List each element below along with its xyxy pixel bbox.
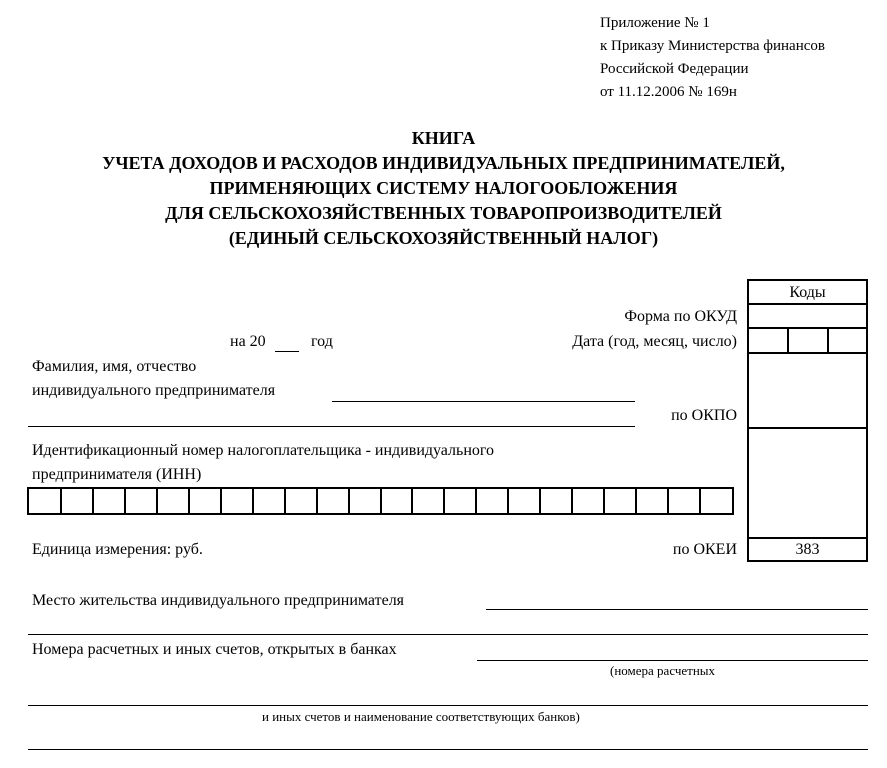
inn-digit-cell[interactable] [348, 489, 350, 513]
residence-label: Место жительства индивидуального предпринимателя [32, 592, 405, 609]
inn-label-line-1: Идентификационный номер налогоплательщика - индивидуального [32, 442, 495, 459]
accounts-field-2[interactable] [28, 705, 868, 706]
inn-digit-cell[interactable] [60, 489, 62, 513]
year-prefix: на 20 [230, 333, 266, 350]
appendix-line-1: Приложение № 1 [600, 15, 710, 31]
inn-digit-cell[interactable] [252, 489, 254, 513]
appendix-line-2: к Приказу Министерства финансов [600, 38, 825, 54]
inn-digit-cell[interactable] [571, 489, 573, 513]
inn-digit-cell[interactable] [316, 489, 318, 513]
title-line-3: ПРИМЕНЯЮЩИХ СИСТЕМУ НАЛОГООБЛОЖЕНИЯ [209, 178, 678, 198]
accounts-label: Номера расчетных и иных счетов, открытых в банках [32, 641, 397, 658]
inn-digit-cell[interactable] [475, 489, 477, 513]
codes-divider [747, 327, 868, 329]
title-line-5: (ЕДИНЫЙ СЕЛЬСКОХОЗЯЙСТВЕННЫЙ НАЛОГ) [228, 228, 659, 248]
inn-digit-cell[interactable] [220, 489, 222, 513]
inn-digit-cell[interactable] [124, 489, 126, 513]
date-cell-divider [827, 327, 829, 353]
title-line-1: КНИГА [411, 128, 476, 148]
inn-digit-cell[interactable] [699, 489, 701, 513]
codes-divider [747, 537, 868, 539]
inn-digit-cell[interactable] [507, 489, 509, 513]
inn-digit-cell[interactable] [284, 489, 286, 513]
fio-label-line-1: Фамилия, имя, отчество [32, 358, 197, 375]
appendix-line-3: Российской Федерации [600, 61, 749, 77]
date-label: Дата (год, месяц, число) [572, 333, 737, 350]
inn-label-line-2: предпринимателя (ИНН) [32, 466, 202, 483]
inn-digit-cell[interactable] [539, 489, 541, 513]
inn-digit-cell[interactable] [380, 489, 382, 513]
inn-digit-cell[interactable] [92, 489, 94, 513]
inn-digit-cell[interactable] [443, 489, 445, 513]
okei-label: по ОКЕИ [672, 541, 737, 558]
codes-table [747, 279, 868, 562]
codes-header: Коды [789, 284, 826, 301]
codes-divider [747, 303, 868, 305]
inn-digit-cell[interactable] [188, 489, 190, 513]
okud-label: Форма по ОКУД [624, 308, 737, 325]
year-field[interactable] [275, 351, 299, 352]
okpo-label: по ОКПО [671, 407, 737, 424]
accounts-hint-1: (номера расчетных [610, 663, 716, 678]
date-cell-divider [787, 327, 789, 353]
accounts-field-3[interactable] [28, 749, 868, 750]
okei-value: 383 [795, 541, 820, 558]
accounts-field[interactable] [477, 660, 868, 661]
inn-digit-cell[interactable] [411, 489, 413, 513]
fio-field-2[interactable] [28, 426, 635, 427]
title-line-4: ДЛЯ СЕЛЬСКОХОЗЯЙСТВЕННЫХ ТОВАРОПРОИЗВОДИТЕЛЕЙ [165, 203, 722, 223]
year-suffix: год [311, 333, 333, 350]
unit-label: Единица измерения: руб. [32, 541, 203, 558]
title-line-2: УЧЕТА ДОХОДОВ И РАСХОДОВ ИНДИВИДУАЛЬНЫХ ПРЕДПРИНИМАТЕЛЕЙ, [102, 153, 785, 173]
codes-divider [747, 352, 868, 354]
appendix-line-4: от 11.12.2006 № 169н [600, 84, 737, 100]
inn-digit-cell[interactable] [156, 489, 158, 513]
inn-digit-cell[interactable] [603, 489, 605, 513]
inn-digit-cell[interactable] [667, 489, 669, 513]
codes-divider [747, 427, 868, 429]
inn-digit-cell[interactable] [635, 489, 637, 513]
fio-field[interactable] [332, 401, 635, 402]
fio-label-line-2: индивидуального предпринимателя [32, 382, 276, 399]
residence-field[interactable] [486, 609, 868, 610]
accounts-hint-2: и иных счетов и наименование соответствующих банков) [262, 709, 580, 724]
residence-field-2[interactable] [28, 634, 868, 635]
